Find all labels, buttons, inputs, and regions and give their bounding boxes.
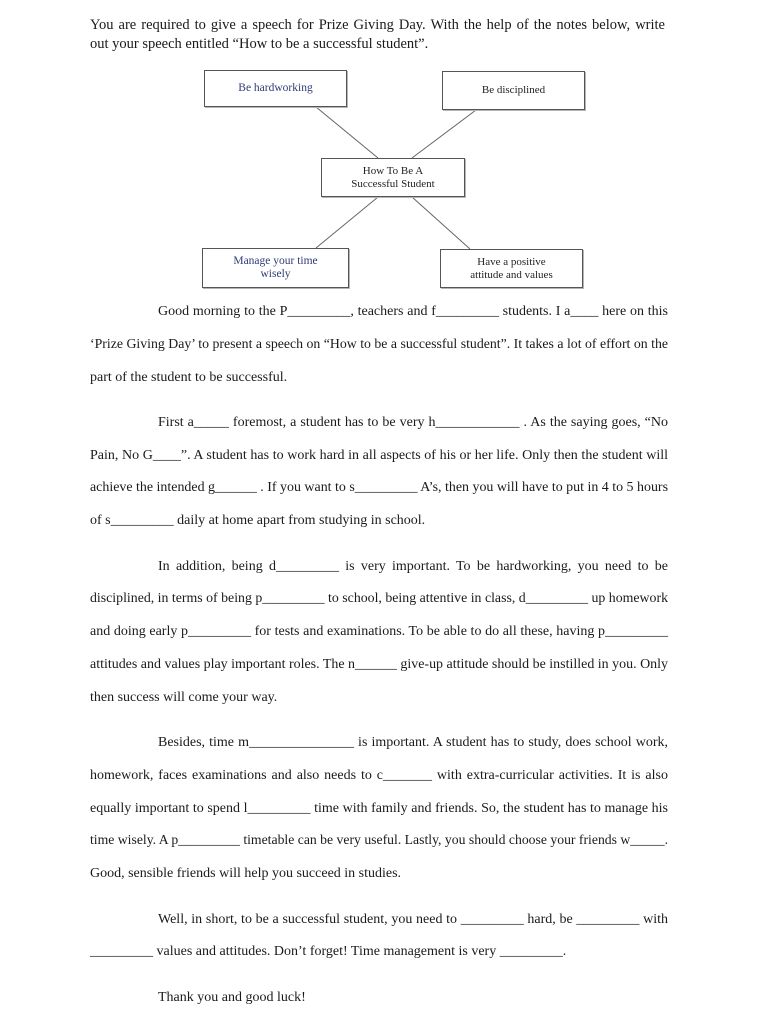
speech-paragraph [90, 407, 670, 538]
speech-line-text: achieve the intended g______ . If you want to s_________ A’s, then you will have to put in 4 to 5 hours [90, 480, 668, 496]
speech-line-text: then success will come your way. [90, 689, 278, 705]
speech-line-text: part of the student to be successful. [90, 369, 288, 385]
diagram-box-label: Be disciplined [481, 84, 546, 96]
speech-line-text: Well, in short, to be a successful student, you need to _________ hard, be _________ with [158, 911, 668, 927]
speech-line [90, 440, 670, 473]
speech-line-text: of s_________ daily at home apart from studying in school. [90, 513, 426, 529]
speech-line [90, 760, 670, 793]
speech-paragraph [90, 551, 670, 715]
speech-line-text: disciplined, in terms of being p_________ to school, being attentive in class, d_________ up homework [90, 591, 668, 607]
speech-line [90, 551, 670, 584]
speech-line-text: First a_____ foremost, a student has to be very h____________ . As the saying goes, “No [158, 414, 668, 430]
speech-line-text: Pain, No G____”. A student has to work hard in all aspects of his or her life. Only then the student will [90, 447, 668, 463]
speech-line-text: _________ values and attitudes. Don’t forget! Time management is very _________. [90, 944, 567, 960]
diagram-box-label: Be hardworking [238, 82, 313, 94]
speech-line [90, 407, 670, 440]
speech-paragraph [90, 727, 670, 891]
speech-line-text: Good, sensible friends will help you succeed in studies. [90, 866, 402, 882]
diagram-center-box [321, 158, 465, 197]
speech-line-text: attitudes and values play important roles. The n______ give-up attitude should be instilled in you. Only [90, 656, 668, 672]
diagram-box-manage-time [202, 248, 349, 288]
diagram-box-hardworking [204, 70, 347, 107]
speech-line [90, 472, 670, 505]
speech-line-text: time wisely. A p_________ timetable can be very useful. Lastly, you should choose your friends w_____. [90, 833, 668, 849]
speech-line [90, 583, 670, 616]
speech-line [90, 936, 670, 969]
diagram-center-label: How To Be A Successful Student [351, 164, 435, 190]
speech-paragraph [90, 982, 670, 1015]
diagram-box-disciplined [442, 71, 585, 110]
speech-line [90, 649, 670, 682]
speech-line [90, 329, 670, 362]
speech-line-text: Besides, time m_______________ is important. A student has to study, does school work, [158, 735, 668, 751]
speech-line [90, 727, 670, 760]
diagram-box-positive-attitude [440, 249, 583, 288]
speech-line [90, 982, 670, 1015]
speech-line-text: and doing early p_________ for tests and examinations. To be able to do all these, having p_________ [90, 624, 668, 640]
speech-line-text: equally important to spend l_________ time with family and friends. So, the student has to manage his [90, 800, 668, 816]
diagram-connectors [0, 0, 768, 300]
connector-line [316, 197, 378, 248]
speech-line-text: In addition, being d_________ is very important. To be hardworking, you need to be [158, 558, 668, 574]
speech-line-text: homework, faces examinations and also needs to c_______ with extra-curricular activities. It is also [90, 767, 668, 783]
instructions-line-text: You are required to give a speech for Prize Giving Day. With the help of the notes below, write [90, 17, 665, 33]
speech-line [90, 296, 670, 329]
speech-line-text: Thank you and good luck! [158, 989, 306, 1005]
speech-paragraph [90, 296, 670, 394]
speech-line-text: Good morning to the P_________, teachers and f_________ students. I a____ here on this [158, 304, 668, 319]
connector-line [412, 110, 476, 158]
speech-line-text: ‘Prize Giving Day’ to present a speech on “How to be a successful student”. It takes a lot of effort on the [90, 336, 668, 352]
speech-line [90, 616, 670, 649]
speech-line [90, 505, 670, 538]
speech-line [90, 825, 670, 858]
diagram-box-label: Manage your time wisely [233, 255, 318, 280]
diagram-box-label: Have a positive attitude and values [470, 255, 553, 281]
speech-body [90, 296, 670, 1024]
connector-line [316, 107, 378, 158]
speech-paragraph [90, 904, 670, 970]
speech-line [90, 362, 670, 395]
speech-line [90, 858, 670, 891]
speech-line [90, 793, 670, 826]
speech-line [90, 682, 670, 715]
speech-line [90, 904, 670, 937]
connector-line [412, 197, 470, 249]
instructions-line-text: out your speech entitled “How to be a successful student”. [90, 36, 429, 52]
